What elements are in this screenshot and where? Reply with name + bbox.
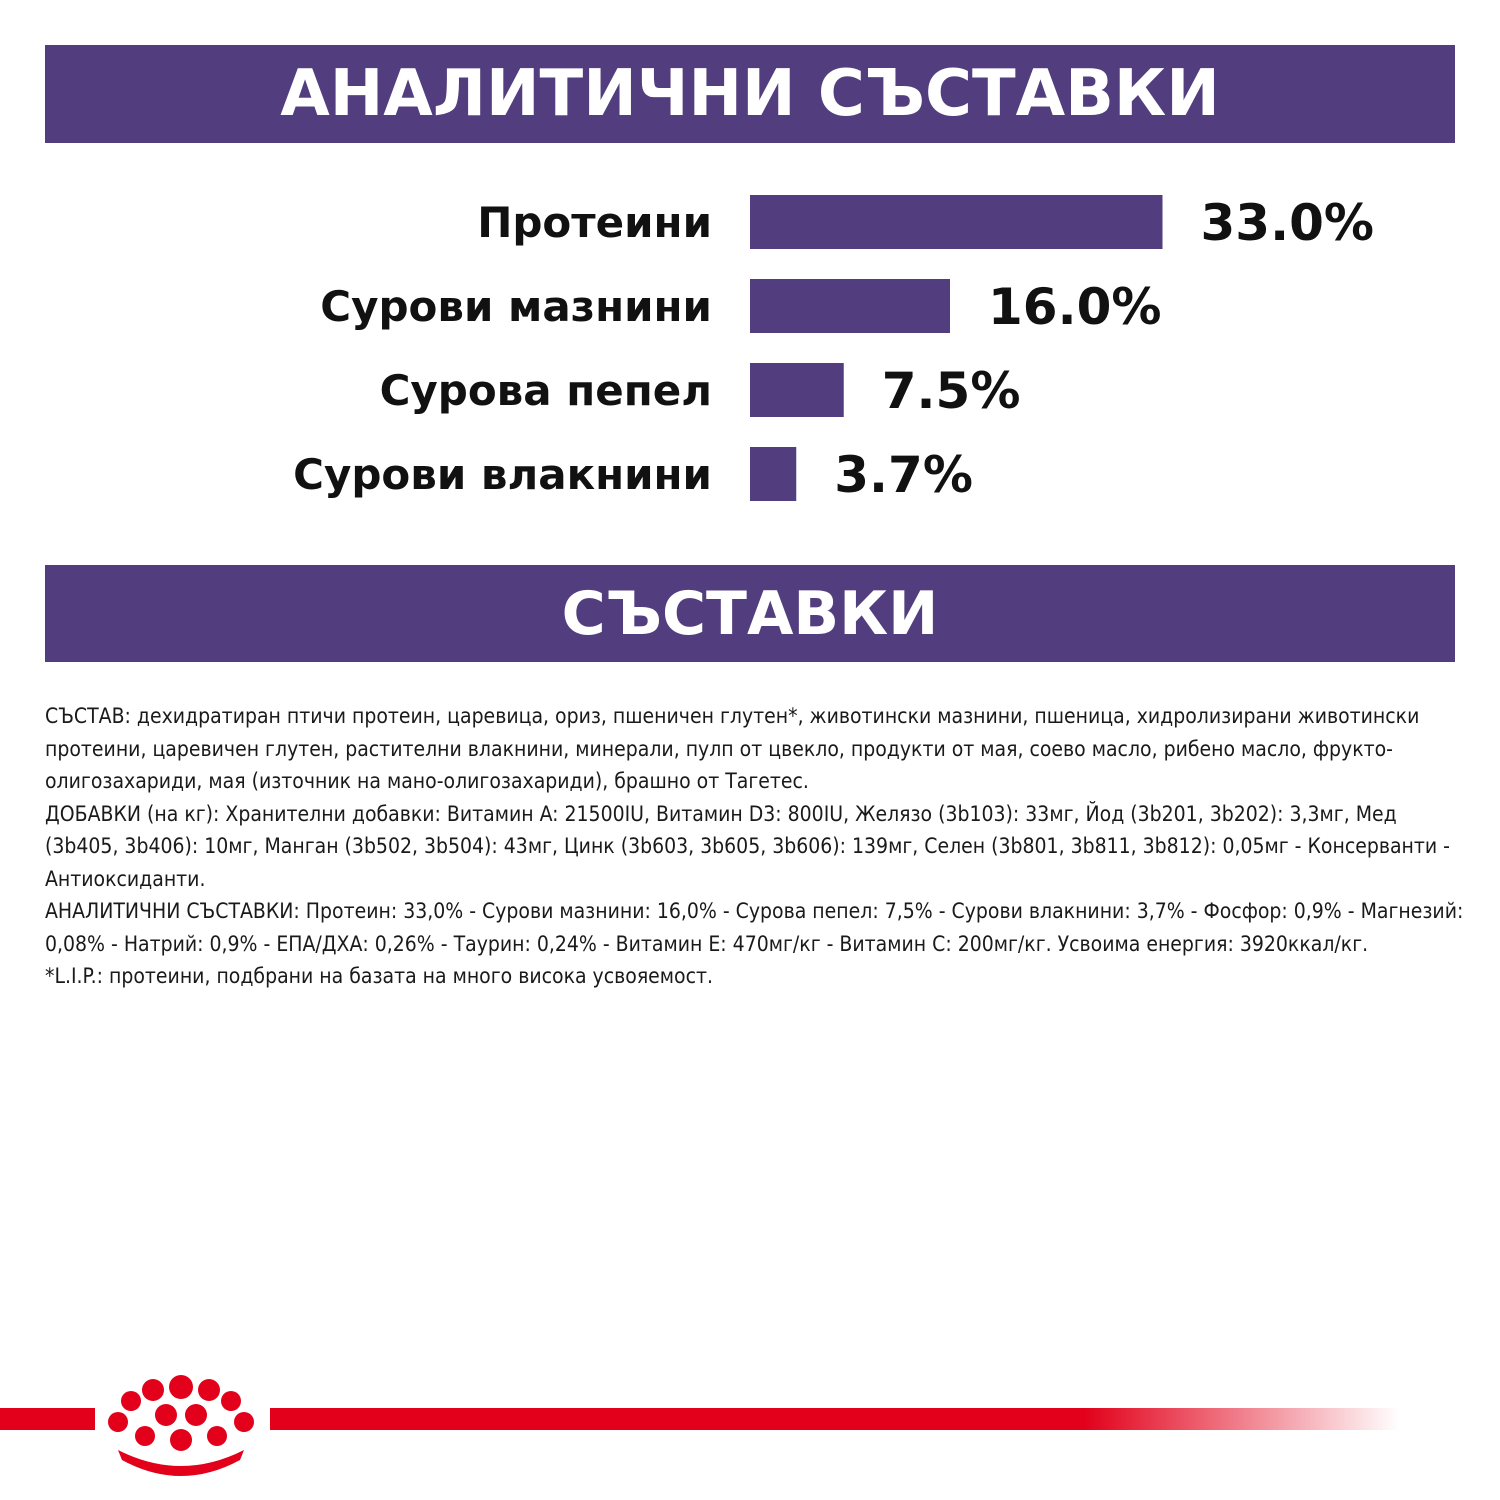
bar [750,279,950,333]
bar-value-label: 16.0% [988,278,1162,336]
bar-category-label: Сурова пепел [379,366,712,415]
analytics-header-title: АНАЛИТИЧНИ СЪСТАВКИ [280,57,1220,131]
bar-category-label: Сурови влакнини [293,450,712,499]
bar [750,195,1163,249]
composition-text [45,700,1465,993]
ingredients-header [45,565,1455,662]
bar-category-label: Протеини [477,198,712,247]
bar-value-label: 3.7% [834,446,973,504]
bar-value-label: 7.5% [881,362,1021,420]
bar [750,363,844,417]
brand-footer [0,1300,1500,1500]
red-stripe-right [270,1408,1400,1430]
nutrient-bar-chart [0,160,1500,540]
additives-paragraph: ДОБАВКИ (на кг): Хранителни добавки: Витамин A: 21500IU, Витамин D3: 800IU, Желязо (3b103): 33мг, Йод (3b201, 3b202): 3,3мг, Мед (3b405, 3b406): 10мг, Манган (3b502, 3b504): 43мг, Цинк (3b603, 3b605, 3b606): 139мг, Селен (3b801, 3b811, 3b812): 0,05мг - Консерванти - Антиоксиданти. [45,801,1450,891]
composition-paragraph: СЪСТАВ: дехидратиран птичи протеин, царевица, ориз, пшеничен глутен*, животински мазнини, пшеница, хидролизирани животински протеини, царевичен глутен, растителни влакнини, минерали, пулп от цвекло, продукти от мая, соево масло, рибено масло, фрукто-олигозахариди, мая (източник на мано-олигозахариди), брашно от Тагетес. [45,704,1420,793]
ingredients-header-title: СЪСТАВКИ [561,578,939,649]
analytics-header [45,45,1455,143]
bar-value-label: 33.0% [1200,194,1374,252]
footnote-paragraph: *L.I.P.: протеини, подбрани на базата на много висока усвояемост. [45,964,714,988]
crown-logo-icon [108,1375,254,1476]
bar [750,447,796,501]
bar-category-label: Сурови мазнини [320,282,712,331]
analytical-paragraph: АНАЛИТИЧНИ СЪСТАВКИ: Протеин: 33,0% - Сурови мазнини: 16,0% - Сурова пепел: 7,5% - Сурови влакнини: 3,7% - Фосфор: 0,9% - Магнезий: 0,08% - Натрий: 0,9% - ЕПА/ДХА: 0,26% - Таурин: 0,24% - Витамин Е: 470мг/кг - Витамин С: 200мг/кг. Усвоима енергия: 3920ккал/кг. [45,899,1464,956]
red-stripe-left [0,1408,95,1430]
